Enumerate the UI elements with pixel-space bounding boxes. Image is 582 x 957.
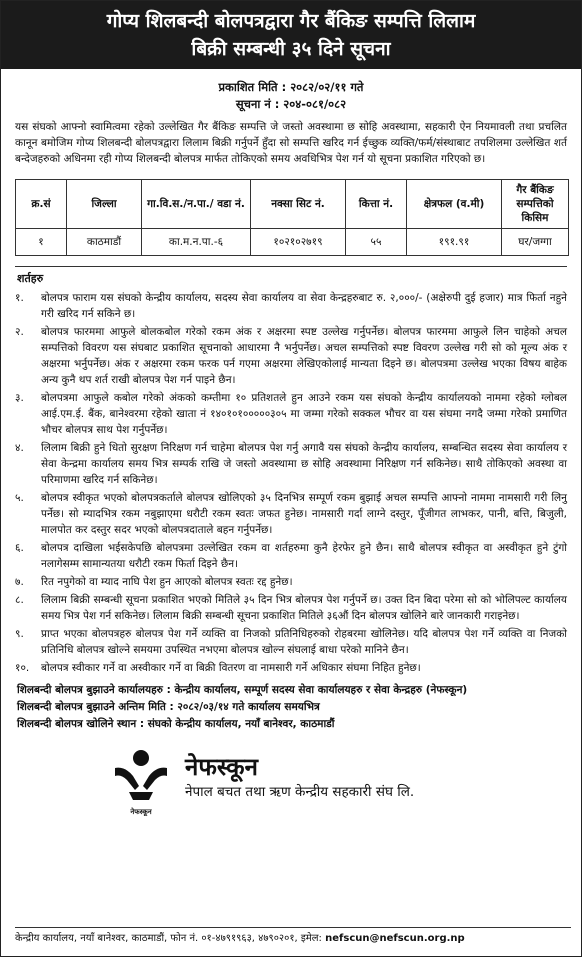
hands-coin-icon	[111, 742, 171, 804]
column-header: गैर बैंकिङ सम्पत्तिको किसिम	[502, 180, 569, 229]
term-text: लिलाम बिक्री सम्बन्धी सूचना प्रकाशित भएको मितिले ३५ दिन भित्र बोलपत्र पेश गर्नुपर्ने छ। उक्त दिन बिदा परेमा सो को भोलिपल्ट कार्यालय समय भित्र पेश गर्न सकिनेछ। लिलाम बिक्री सम्बन्धी सूचना प्रकाशित मितिले ३६औं दिन बोलपत्र खोलिने बारे जानकारी गराइनेछ।	[41, 594, 567, 622]
term-text: रित नपुगेको वा म्याद नाघि पेश हुन आएको बोलपत्र स्वतः रद्द हुनेछ।	[41, 576, 293, 588]
table-cell: १९१.९१	[407, 229, 502, 256]
table-cell: घर/जग्गा	[502, 229, 569, 256]
title-banner	[1, 1, 581, 69]
terms-heading: शर्तहरु	[17, 272, 44, 285]
list-item	[15, 660, 567, 676]
footer-email: nefscun@nefscun.org.np	[325, 933, 465, 944]
table-row	[16, 229, 569, 256]
term-text: प्राप्त भएका बोलपत्रहरु बोलपत्र पेश गर्ने व्यक्ति वा निजको प्रतिनिधिहरुको रोहबरमा खोलिनेछ। यदि बोलपत्र पेश गर्ने व्यक्ति वा निजको प्रतिनिधि बोलपत्र खोल्ने समयमा उपस्थित नभएमा बोलपत्र खोल्न संघलाई बाधा परेको मानिने छैन।	[41, 628, 567, 656]
notice-number: सूचना नं : २०४-०८१/०८२	[235, 97, 347, 111]
list-item	[15, 324, 567, 388]
column-header: क्षेत्रफल (व.मी)	[407, 180, 502, 229]
term-number: २.	[15, 326, 24, 338]
org-short-name: नेफस्कून	[185, 753, 258, 781]
footer-address: केन्द्रीय कार्यालय, नयाँ बानेश्वर, काठमाडौं, फोन नं. ०१-४७९१९६३, ४७९०२०१, इमेल:	[15, 933, 322, 944]
term-text: लिलाम बिक्री हुने धितो सुरक्षण निरिक्षण गर्न चाहेमा बोलपत्र पेश गर्नु अगावै यस संघको केन्द्रीय कार्यालय, सम्बन्धित सदस्य सेवा कार्यालय र सेवा केन्द्रमा कार्यालय समय भित्र सम्पर्क राखि जे जस्तो अवस्थामा छ सोहि अवस्थामा निरिक्षण गर्न सकिनेछ। साथै तोकिएको अवस्था वा परिमाणमा खरिद गर्न सकिनेछ।	[41, 442, 567, 486]
column-header: नक्सा सिट नं.	[251, 180, 346, 229]
term-number: ९.	[15, 628, 24, 640]
table-cell: १०२१०२७१९	[251, 229, 346, 256]
term-number: ७.	[15, 576, 24, 588]
term-text: बोलपत्र फारममा आफुले बोलकबोल गरेको रकम अंक र अक्षरमा स्पष्ट उल्लेख गर्नुपर्नेछ। बोलपत्र फारममा आफुले लिन चाहेको अचल सम्पत्तिको विवरण यस संघबाट प्रकाशित सूचनाको आधारमा नै भर्नुपर्नेछ। अचल सम्पत्तिको स्पष्ट विवरण उल्लेख गरी सो को मूल्य अंक र अक्षरमा भर्नुपर्नेछ। अंक र अक्षरमा रकम फरक पर्न गएमा अक्षरमा लेखिएकोलाई मान्यता दिइने छ। बोलपत्रमा उल्लेख भएका विषय बाहेक अन्य कुनै थप शर्त राखी बोलपत्र पेश गर्न पाइने छैन।	[41, 326, 567, 386]
org-branding	[111, 741, 581, 816]
submission-last-date: शिलबन्दी बोलपत्र बुझाउने अन्तिम मिति : २०८२/०३/१४ गते कार्यालय समयभित्र	[17, 701, 320, 713]
term-number: १.	[15, 292, 24, 304]
term-text: बोलपत्र फाराम यस संघको केन्द्रीय कार्यालय, सदस्य सेवा कार्यालय वा सेवा केन्द्रहरुबाट रु. २,०००/- (अक्षेरुपी दुई हजार) मात्र फिर्ता नहुने गरी खरिद गर्न सकिने छ।	[41, 292, 567, 320]
term-number: ५.	[15, 492, 24, 504]
list-item	[15, 440, 567, 488]
contact-footer	[15, 927, 571, 946]
submission-offices: शिलबन्दी बोलपत्र बुझाउने कार्यालयहरु : केन्द्रीय कार्यालय, सम्पूर्ण सदस्य सेवा कार्यालयहरु र सेवा केन्द्रहरु (नेफस्कून)	[17, 684, 468, 696]
table-cell: काठमाडौं	[67, 229, 142, 256]
list-item	[15, 626, 567, 658]
list-item	[15, 540, 567, 572]
terms-list	[1, 286, 581, 676]
term-number: ६.	[15, 542, 24, 554]
opening-place: शिलबन्दी बोलपत्र खोलिने स्थान : संघको केन्द्रीय कार्यालय, नयाँ बानेश्वर, काठमाडौं	[17, 718, 335, 730]
list-item	[15, 390, 567, 438]
column-header: गा.वि.स./न.पा./ वडा नं.	[142, 180, 251, 229]
table-cell: १	[16, 229, 67, 256]
column-header: जिल्ला	[67, 180, 142, 229]
published-date: प्रकाशित मिति : २०८२/०२/११ गते	[218, 80, 364, 94]
org-full-name: नेपाल बचत तथा ऋण केन्द्रीय सहकारी संघ लि.	[185, 784, 415, 800]
list-item	[15, 490, 567, 538]
column-header: कित्ता नं.	[346, 180, 407, 229]
term-number: ८.	[15, 594, 24, 606]
asset-table	[15, 179, 569, 256]
submission-info	[1, 676, 581, 733]
term-number: ४.	[15, 442, 24, 454]
nefscun-logo	[111, 742, 171, 816]
table-cell: का.म.न.पा.-६	[142, 229, 251, 256]
asset-table-header-row	[16, 180, 569, 229]
title-line-2: बिक्री सम्बन्धी ३५ दिने सूचना	[191, 38, 391, 60]
term-number: १०.	[15, 662, 30, 674]
intro-paragraph: यस संघको आफ्नो स्वामित्वमा रहेको उल्लेखित गैर बैंकिङ सम्पत्ति जे जस्तो अवस्थामा छ सोहि अवस्थामा, सहकारी ऐन नियमावली तथा प्रचलित कानून बमोजिम गोप्य शिलबन्दी बोलपत्रद्वारा लिलाम बिक्री गर्नुपर्ने हुँदा सो सम्पत्ति खरिद गर्न ईच्छुक व्यक्ति/फर्म/संस्थाबाट तपशिलमा उल्लेखित शर्त बन्देजहरुको अधिनमा रही गोप्य शिलबन्दी बोलपत्र मार्फत तोकिएको समय अवधिभित्र पेश गर्न यो सूचना प्रकाशित गरिएको छ।	[15, 121, 567, 165]
term-text: बोलपत्र स्वीकार गर्ने वा अस्वीकार गर्ने वा बिक्री वितरण वा नामसारी गर्ने अधिकार संघमा निहित हुनेछ।	[41, 662, 421, 674]
list-item	[15, 592, 567, 624]
publication-info	[1, 79, 581, 113]
term-number: ३.	[15, 392, 24, 404]
term-text: बोलपत्र स्वीकृत भएको बोलपत्रकर्ताले बोलपत्र खोलिएको ३५ दिनभित्र सम्पूर्ण रकम बुझाई अचल सम्पत्ति आफ्नो नाममा नामसारी गरी लिनु पर्नेछ। सो म्यादभित्र रकम नबुझाएमा धरौटी रकम स्वतः जफत हुनेछ। नामसारी गर्दा लाग्ने दस्तुर, पूँजीगत लाभकर, पानी, बत्ति, बिजुली, मालपोत कर दस्तुर सदर भएको बोलपत्रदाताले बहन गर्नुपर्नेछ।	[41, 492, 567, 536]
term-text: बोलपत्र दाखिला भईसकेपछि बोलपत्रमा उल्लेखित रकम वा शर्तहरुमा कुनै हेरफेर हुने छैन। साथै बोलपत्र स्वीकृत वा अस्वीकृत हुने टुंगो नलागेसम्म सामान्यतया धरौटी रकम फिर्ता दिइने छैन।	[41, 542, 567, 570]
list-item	[15, 290, 567, 322]
title-line-1: गोप्य शिलबन्दी बोलपत्रद्वारा गैर बैंकिङ सम्पत्ति लिलाम	[106, 10, 476, 32]
term-text: बोलपत्रमा आफुले कबोल गरेको अंकको कम्तीमा १० प्रतिशतले हुन आउने रकम यस संघको केन्द्रीय कार्यालयको नाममा रहेको ग्लोबल आई.एम.ई. बैंक, बानेश्वरमा रहेको खाता नं १४०१०१०००००३०५ मा जम्मा गरेको सक्कल भौचर वा यस संघमा नगदै जम्मा गरेको प्रमाणित भौचर बोलपत्र साथ पेश गर्नुपर्नेछ।	[41, 392, 567, 436]
table-cell: ५५	[346, 229, 407, 256]
list-item	[15, 574, 567, 590]
logo-caption: नेफस्कून	[130, 808, 152, 816]
org-text	[185, 752, 414, 802]
column-header: क्र.सं	[16, 180, 67, 229]
